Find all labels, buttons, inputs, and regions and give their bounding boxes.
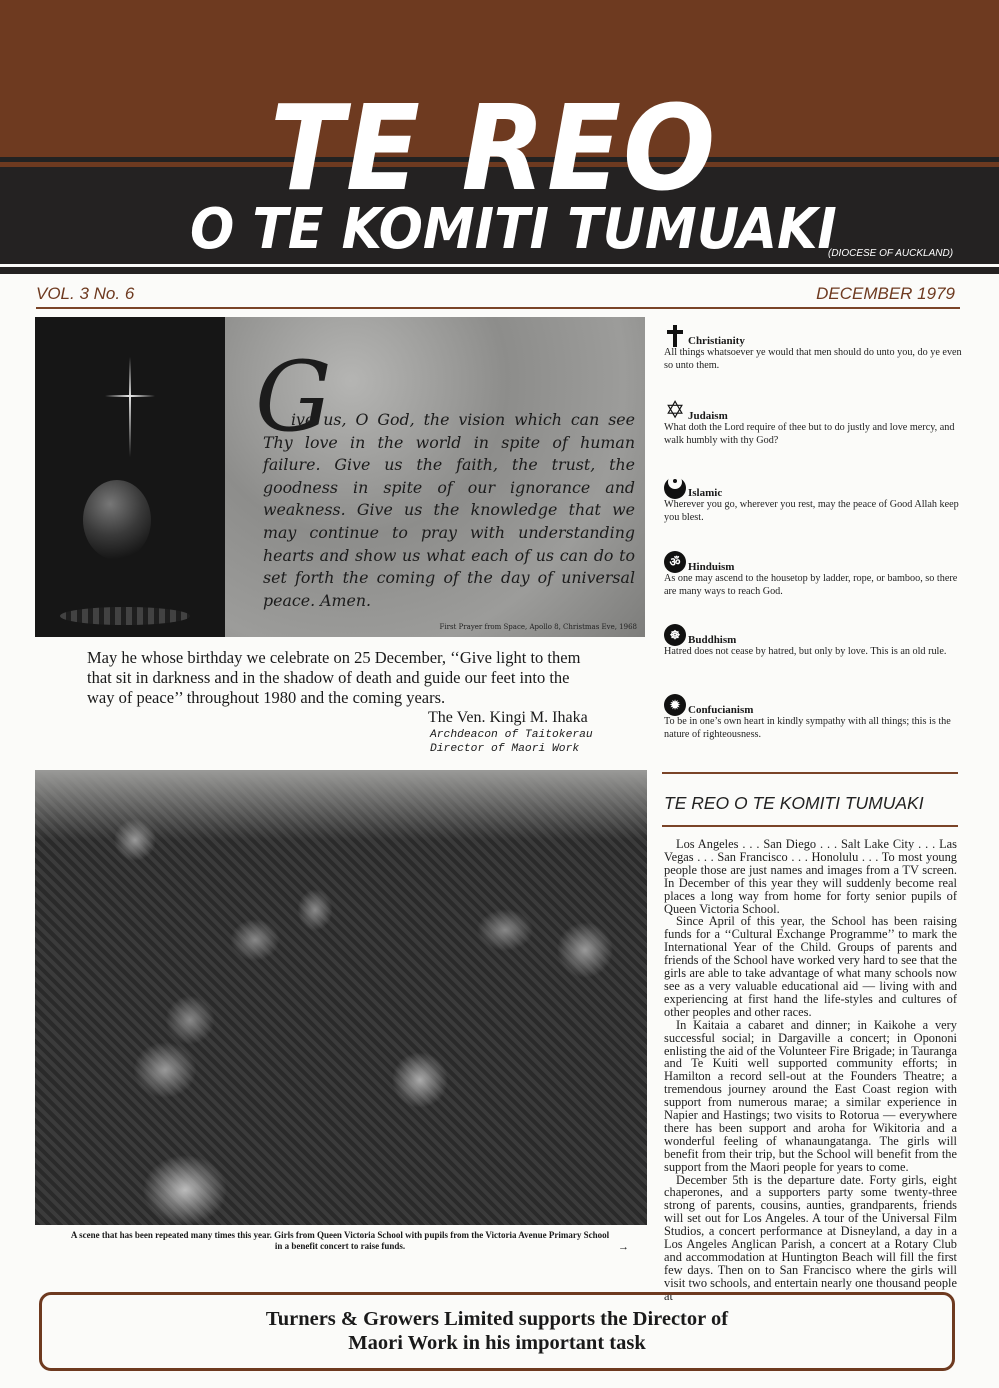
faith-name: Islamic xyxy=(688,487,723,499)
caption-line: in a benefit concert to raise funds. xyxy=(274,1241,406,1251)
issue-volume: VOL. 3 No. 6 xyxy=(36,284,135,303)
faith-quote: What doth the Lord require of thee but to do justly and love mercy, and walk humbly with thy God? xyxy=(664,422,955,446)
prayer-credit: First Prayer from Space, Apollo 8, Christmas Eve, 1968 xyxy=(439,623,637,631)
confucian-icon: ✹ xyxy=(664,694,686,716)
star-of-david-icon: ✡ xyxy=(664,398,686,424)
signature-role: Archdeacon of Taitokerau xyxy=(430,729,593,741)
faith-name: Judaism xyxy=(688,410,728,422)
cross-icon xyxy=(664,325,686,347)
photo-caption xyxy=(40,1230,640,1252)
masthead-diocese: (DIOCESE OF AUCKLAND) xyxy=(828,248,954,259)
signature-role: Director of Maori Work xyxy=(430,743,580,755)
space-illustration xyxy=(35,317,225,637)
earth-illustration xyxy=(83,480,151,560)
faith-confucianism xyxy=(664,694,964,741)
divider xyxy=(662,772,958,774)
faith-judaism xyxy=(664,400,964,447)
sponsor-box xyxy=(39,1292,955,1371)
prayer-dropcap: G xyxy=(255,341,332,453)
classroom-wall xyxy=(35,770,647,840)
faith-quote: To be in one’s own heart in kindly sympathy with all things; this is the nature of righteousness. xyxy=(664,716,951,740)
faith-quote: Wherever you go, wherever you rest, may the peace of Good Allah keep you blest. xyxy=(664,499,959,523)
prayer-panel xyxy=(225,317,645,637)
masthead-title: TE REO xyxy=(270,79,718,217)
prayer-text: ive us, O God, the vision which can see Thy love in the world in spite of human failure. Give us the faith, the trust, the goodness in spite of our ignorance and weakness. Give us the knowledge that we may continue to pray with understanding hearts and show us what each of us can do to set forth the coming of the day of universal peace. Amen. xyxy=(263,410,635,610)
faith-quote: As one may ascend to the housetop by ladder, rope, or bamboo, so there are many ways to reach God. xyxy=(664,573,958,597)
article-paragraph: Los Angeles . . . San Diego . . . Salt Lake City . . . Las Vegas . . . San Francisco . . . Honolulu . . . To most young people those are just names and images from a TV screen. In December of this year they will suddenly become real places a long way from home for forty senior pupils of Queen Victoria School. xyxy=(664,837,957,916)
sponsor-line: Maori Work in his important task xyxy=(348,1332,646,1354)
star-icon xyxy=(120,357,140,457)
continue-arrow-icon: → xyxy=(618,1241,629,1253)
masthead-subtitle: O TE KOMITI TUMUAKI xyxy=(190,197,837,262)
water-illustration xyxy=(60,607,190,625)
masthead-black-band xyxy=(0,267,999,274)
sponsor-text xyxy=(42,1307,952,1355)
school-concert-photo xyxy=(35,770,647,1225)
signature-name: The Ven. Kingi M. Ihaka xyxy=(428,709,588,726)
dharma-wheel-icon: ☸ xyxy=(664,624,686,646)
article-body xyxy=(664,838,957,1303)
article-paragraph: December 5th is the departure date. Forty girls, eight chaperones, and a supporters party some twenty-three strong of parents, cousins, aunties, grandparents, friends will set out for Los Angeles. A tour of the Universal Film Studios, a concert performance at Disneyland, a day in a Los Angeles Anglican Parish, a concert at a Rotary Club and accommodation at Huntington Beach will fill the first few days. Then on to San Francisco where the girls will visit two schools, and entertain nearly one thousand people at xyxy=(664,1172,957,1303)
faith-christianity xyxy=(664,325,964,372)
divider xyxy=(662,825,958,827)
article-paragraph: In Kaitaia a cabaret and dinner; in Kaikohe a very successful social; in Dargaville a concert; in Opononi enlisting the aid of the Volunteer Fire Brigade; in Tauranga and Te Kuiti well supported community efforts; in Hamilton a record sell-out at the Founders Theatre; a tremendous journey around the East Coast region with support from numerous marae; a similar experience in Napier and Hastings; two visits to Rotorua — everywhere there has been support and aroha for Wikitoria and a wonderful feeling of whanaungatanga. The girls will benefit from their trip, but the School will benefit from the support from the Maori people for years to come. xyxy=(664,1017,957,1174)
issue-date: DECEMBER 1979 xyxy=(816,284,955,303)
faith-name: Hinduism xyxy=(688,561,735,573)
divider xyxy=(36,307,960,309)
faith-quote: All things whatsoever ye would that men should do unto you, do ye even so unto them. xyxy=(664,347,962,371)
faith-name: Confucianism xyxy=(688,704,754,716)
blessing-text: May he whose birthday we celebrate on 25 December, ‘‘Give light to them that sit in darkness and in the shadow of death and guide our feet into the way of peace’’ throughout 1980 and the coming years. xyxy=(87,648,581,707)
faith-name: Christianity xyxy=(688,335,745,347)
faith-quote: Hatred does not cease by hatred, but only by love. This is an old rule. xyxy=(664,646,947,657)
prayer-card-image xyxy=(35,317,645,637)
faith-hinduism xyxy=(664,551,964,598)
caption-line: A scene that has been repeated many times this year. Girls from Queen Victoria School with pupils from the Victoria Avenue Primary School xyxy=(70,1230,610,1240)
om-icon: ॐ xyxy=(664,551,686,573)
faith-name: Buddhism xyxy=(688,634,737,646)
article-paragraph: Since April of this year, the School has been raising funds for a ‘‘Cultural Exchange Programme’’ to mark the International Year of the Child. Groups of parents and friends of the School have worked very hard to see that the girls are able to take advantage of what many schools now see as a very valuable educational aid — living with and experiencing at first hand the life-styles and cultures of other peoples and other races. xyxy=(664,914,957,1019)
faith-islamic xyxy=(664,477,964,524)
sponsor-line: Turners & Growers Limited supports the Director of xyxy=(265,1308,729,1330)
article-title: TE REO O TE KOMITI TUMUAKI xyxy=(664,793,924,813)
crescent-icon xyxy=(664,477,686,499)
faith-buddhism xyxy=(664,624,964,659)
